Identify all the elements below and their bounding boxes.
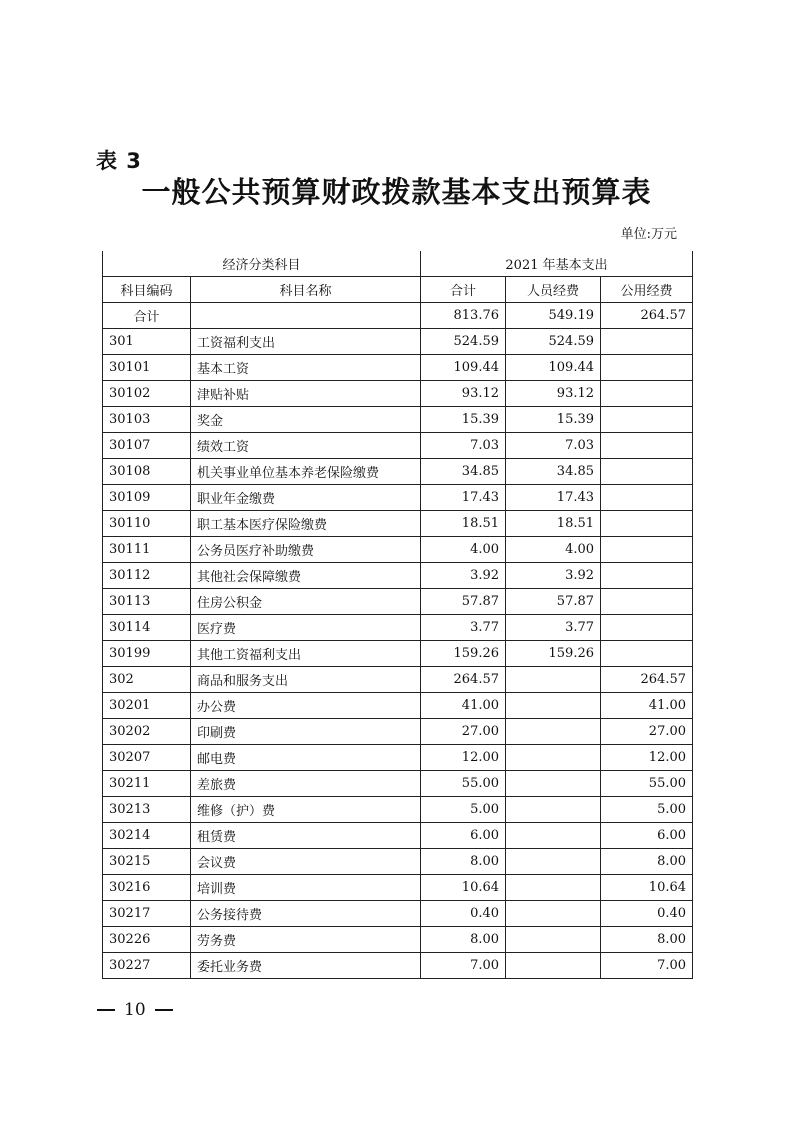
cell-name: 维修（护）费 <box>191 797 421 823</box>
cell-public <box>601 615 693 641</box>
table-row <box>103 771 693 797</box>
total-row-name <box>191 303 421 329</box>
cell-public: 8.00 <box>601 927 693 953</box>
total-row <box>103 303 693 329</box>
cell-total: 18.51 <box>421 511 506 537</box>
cell-code: 30217 <box>103 901 191 927</box>
cell-code: 30107 <box>103 433 191 459</box>
cell-personnel: 93.12 <box>506 381 601 407</box>
cell-personnel: 159.26 <box>506 641 601 667</box>
table-number: 表 3 <box>96 149 142 173</box>
cell-total: 10.64 <box>421 875 506 901</box>
table-row <box>103 381 693 407</box>
cell-personnel <box>506 719 601 745</box>
cell-total: 264.57 <box>421 667 506 693</box>
table-row <box>103 823 693 849</box>
table-row <box>103 901 693 927</box>
total-row-public: 264.57 <box>601 303 693 329</box>
cell-code: 302 <box>103 667 191 693</box>
cell-name: 培训费 <box>191 875 421 901</box>
cell-code: 30214 <box>103 823 191 849</box>
cell-code: 30207 <box>103 745 191 771</box>
cell-public <box>601 589 693 615</box>
cell-code: 30113 <box>103 589 191 615</box>
cell-name: 工资福利支出 <box>191 329 421 355</box>
table-row <box>103 329 693 355</box>
table-row <box>103 589 693 615</box>
cell-total: 57.87 <box>421 589 506 615</box>
cell-public: 6.00 <box>601 823 693 849</box>
cell-personnel <box>506 875 601 901</box>
page-number-left-dash <box>97 1009 115 1011</box>
cell-personnel: 18.51 <box>506 511 601 537</box>
cell-total: 524.59 <box>421 329 506 355</box>
cell-total: 34.85 <box>421 459 506 485</box>
cell-total: 7.00 <box>421 953 506 979</box>
cell-public <box>601 329 693 355</box>
table-row <box>103 407 693 433</box>
cell-personnel <box>506 797 601 823</box>
cell-code: 30111 <box>103 537 191 563</box>
table-row <box>103 433 693 459</box>
cell-code: 30226 <box>103 927 191 953</box>
cell-total: 8.00 <box>421 927 506 953</box>
cell-personnel: 4.00 <box>506 537 601 563</box>
cell-personnel <box>506 771 601 797</box>
cell-total: 27.00 <box>421 719 506 745</box>
table-row <box>103 693 693 719</box>
table-row <box>103 719 693 745</box>
cell-code: 30215 <box>103 849 191 875</box>
table-row <box>103 875 693 901</box>
total-row-label: 合计 <box>103 303 191 329</box>
cell-personnel: 109.44 <box>506 355 601 381</box>
cell-code: 30112 <box>103 563 191 589</box>
cell-personnel <box>506 953 601 979</box>
cell-public <box>601 641 693 667</box>
cell-total: 17.43 <box>421 485 506 511</box>
cell-name: 公务员医疗补助缴费 <box>191 537 421 563</box>
table-row <box>103 537 693 563</box>
cell-name: 公务接待费 <box>191 901 421 927</box>
cell-personnel: 34.85 <box>506 459 601 485</box>
cell-personnel <box>506 927 601 953</box>
header-personnel: 人员经费 <box>506 277 601 303</box>
cell-total: 8.00 <box>421 849 506 875</box>
table-header-group-row <box>103 251 693 277</box>
cell-name: 会议费 <box>191 849 421 875</box>
cell-total: 0.40 <box>421 901 506 927</box>
cell-total: 159.26 <box>421 641 506 667</box>
cell-public: 264.57 <box>601 667 693 693</box>
cell-name: 邮电费 <box>191 745 421 771</box>
cell-code: 30211 <box>103 771 191 797</box>
cell-public: 10.64 <box>601 875 693 901</box>
cell-personnel <box>506 823 601 849</box>
cell-code: 30103 <box>103 407 191 433</box>
table-row <box>103 459 693 485</box>
cell-name: 奖金 <box>191 407 421 433</box>
cell-total: 55.00 <box>421 771 506 797</box>
cell-public: 12.00 <box>601 745 693 771</box>
table-row <box>103 563 693 589</box>
cell-name: 委托业务费 <box>191 953 421 979</box>
cell-name: 医疗费 <box>191 615 421 641</box>
cell-name: 基本工资 <box>191 355 421 381</box>
table-row <box>103 927 693 953</box>
cell-personnel: 15.39 <box>506 407 601 433</box>
header-economic-category: 经济分类科目 <box>103 251 421 277</box>
cell-personnel <box>506 693 601 719</box>
cell-code: 30227 <box>103 953 191 979</box>
cell-name: 办公费 <box>191 693 421 719</box>
table-row <box>103 849 693 875</box>
cell-public <box>601 537 693 563</box>
total-row-personnel: 549.19 <box>506 303 601 329</box>
cell-personnel: 3.92 <box>506 563 601 589</box>
cell-name: 劳务费 <box>191 927 421 953</box>
header-basic-expenditure-2021: 2021 年基本支出 <box>421 251 693 277</box>
page-number-right-dash <box>155 1009 173 1011</box>
cell-total: 5.00 <box>421 797 506 823</box>
table-header-row <box>103 277 693 303</box>
cell-total: 41.00 <box>421 693 506 719</box>
cell-personnel: 57.87 <box>506 589 601 615</box>
cell-code: 30201 <box>103 693 191 719</box>
cell-total: 93.12 <box>421 381 506 407</box>
cell-public <box>601 563 693 589</box>
cell-public: 55.00 <box>601 771 693 797</box>
cell-public <box>601 459 693 485</box>
cell-code: 30216 <box>103 875 191 901</box>
cell-personnel: 524.59 <box>506 329 601 355</box>
table-row <box>103 511 693 537</box>
cell-name: 住房公积金 <box>191 589 421 615</box>
table-row <box>103 667 693 693</box>
cell-public <box>601 407 693 433</box>
header-name: 科目名称 <box>191 277 421 303</box>
header-total: 合计 <box>421 277 506 303</box>
cell-personnel <box>506 901 601 927</box>
cell-personnel <box>506 667 601 693</box>
cell-code: 30101 <box>103 355 191 381</box>
cell-name: 租赁费 <box>191 823 421 849</box>
cell-code: 30114 <box>103 615 191 641</box>
total-row-total: 813.76 <box>421 303 506 329</box>
cell-code: 30102 <box>103 381 191 407</box>
cell-public: 5.00 <box>601 797 693 823</box>
cell-total: 12.00 <box>421 745 506 771</box>
header-public: 公用经费 <box>601 277 693 303</box>
cell-name: 津贴补贴 <box>191 381 421 407</box>
cell-name: 印刷费 <box>191 719 421 745</box>
cell-total: 6.00 <box>421 823 506 849</box>
cell-total: 4.00 <box>421 537 506 563</box>
cell-code: 30110 <box>103 511 191 537</box>
cell-total: 15.39 <box>421 407 506 433</box>
cell-code: 30109 <box>103 485 191 511</box>
cell-total: 7.03 <box>421 433 506 459</box>
cell-public: 41.00 <box>601 693 693 719</box>
cell-public: 0.40 <box>601 901 693 927</box>
cell-code: 301 <box>103 329 191 355</box>
cell-code: 30213 <box>103 797 191 823</box>
cell-name: 其他社会保障缴费 <box>191 563 421 589</box>
cell-public <box>601 433 693 459</box>
cell-personnel <box>506 745 601 771</box>
table-row <box>103 615 693 641</box>
cell-public: 8.00 <box>601 849 693 875</box>
table-row <box>103 485 693 511</box>
table-row <box>103 641 693 667</box>
cell-public <box>601 485 693 511</box>
cell-code: 30202 <box>103 719 191 745</box>
cell-public <box>601 381 693 407</box>
cell-personnel: 3.77 <box>506 615 601 641</box>
cell-public: 27.00 <box>601 719 693 745</box>
cell-total: 3.77 <box>421 615 506 641</box>
cell-public: 7.00 <box>601 953 693 979</box>
cell-name: 机关事业单位基本养老保险缴费 <box>191 459 421 485</box>
page-number-value: 10 <box>124 1000 146 1020</box>
cell-name: 职工基本医疗保险缴费 <box>191 511 421 537</box>
cell-name: 职业年金缴费 <box>191 485 421 511</box>
cell-name: 绩效工资 <box>191 433 421 459</box>
cell-code: 30108 <box>103 459 191 485</box>
cell-personnel <box>506 849 601 875</box>
table-row <box>103 953 693 979</box>
budget-table <box>102 251 693 979</box>
table-row <box>103 745 693 771</box>
header-code: 科目编码 <box>103 277 191 303</box>
cell-total: 3.92 <box>421 563 506 589</box>
table-row <box>103 355 693 381</box>
page-number <box>97 1000 173 1020</box>
cell-public <box>601 511 693 537</box>
cell-total: 109.44 <box>421 355 506 381</box>
cell-personnel: 17.43 <box>506 485 601 511</box>
table-row <box>103 797 693 823</box>
cell-code: 30199 <box>103 641 191 667</box>
unit-label: 单位:万元 <box>620 227 677 242</box>
cell-name: 其他工资福利支出 <box>191 641 421 667</box>
page-title: 一般公共预算财政拨款基本支出预算表 <box>141 175 652 209</box>
cell-name: 差旅费 <box>191 771 421 797</box>
cell-public <box>601 355 693 381</box>
cell-name: 商品和服务支出 <box>191 667 421 693</box>
cell-personnel: 7.03 <box>506 433 601 459</box>
